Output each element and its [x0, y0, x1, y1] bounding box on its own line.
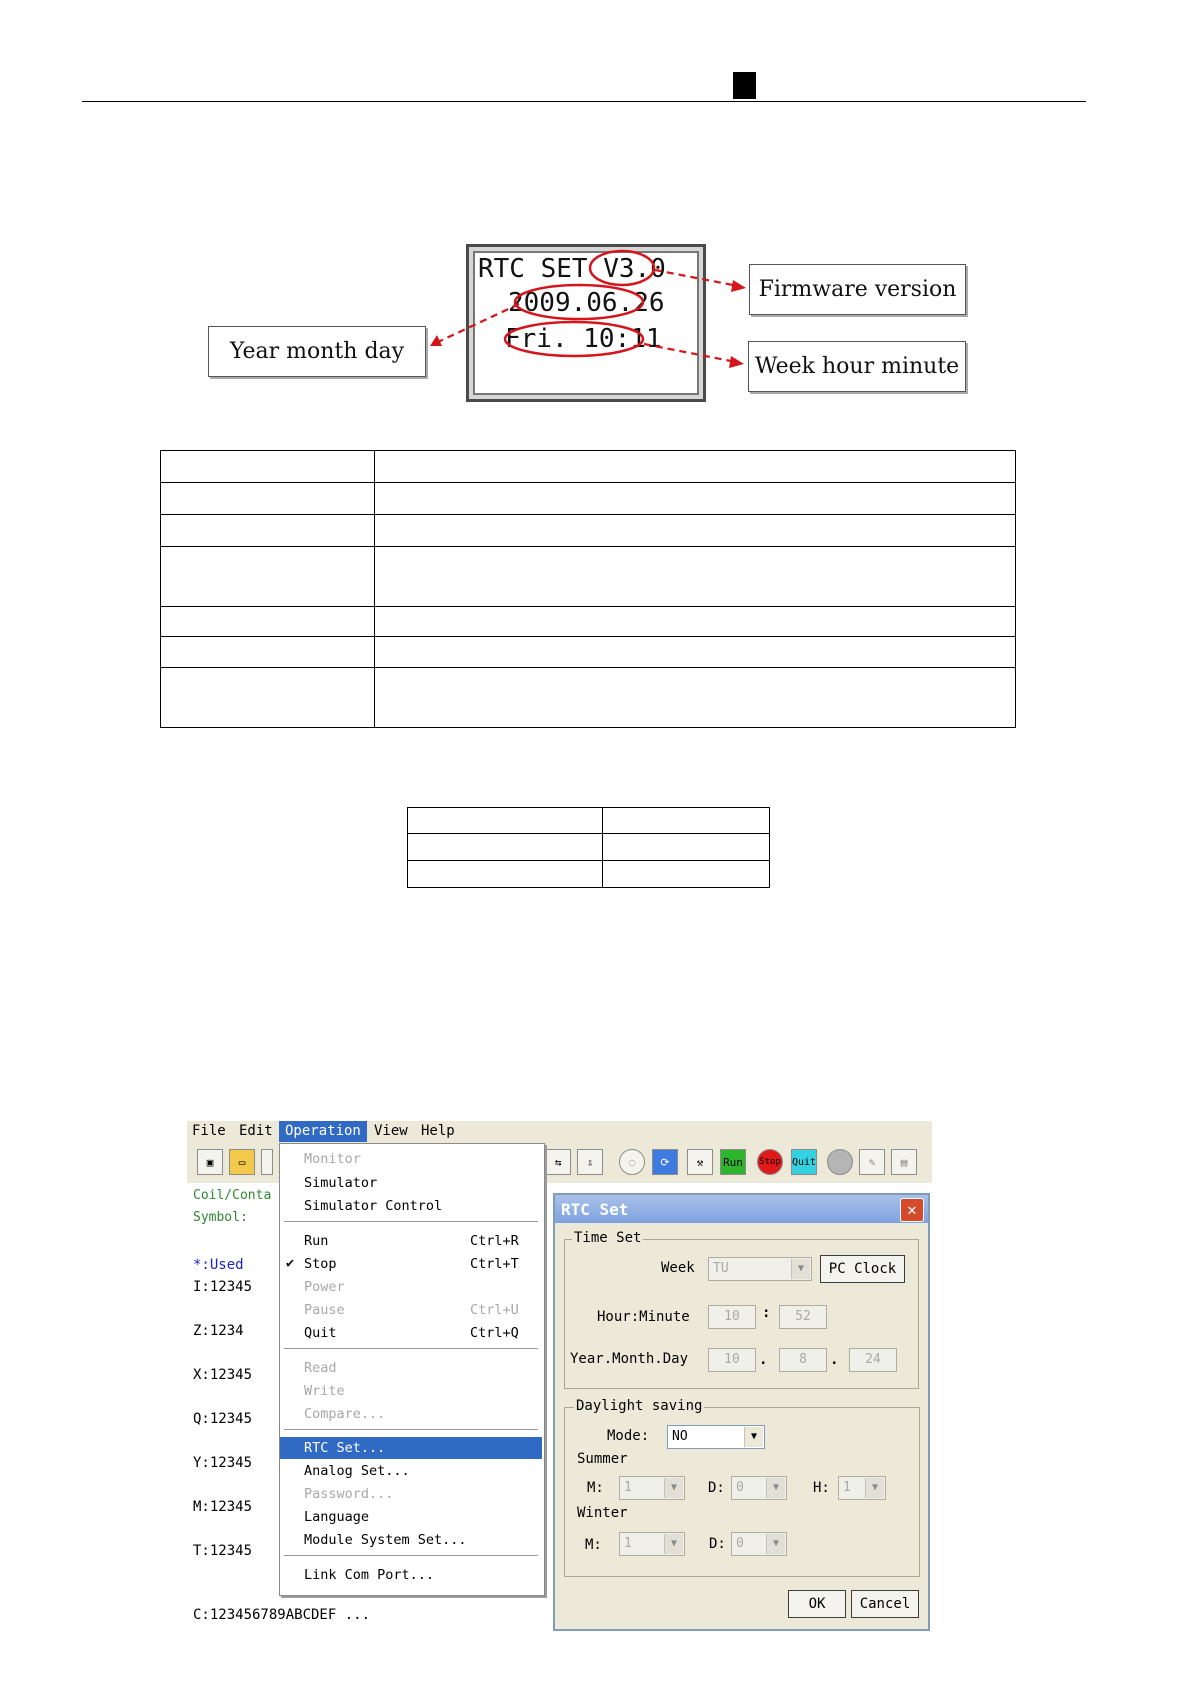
lcd-line-3: Fri. 10:11	[505, 324, 662, 354]
save-icon[interactable]	[261, 1149, 273, 1175]
table-cell	[603, 808, 770, 834]
winter-month-select[interactable]: 1 ▼	[619, 1532, 685, 1556]
summer-label: Summer	[577, 1451, 628, 1467]
table-cell	[603, 834, 770, 861]
used-label: *:Used	[193, 1257, 244, 1273]
menu-item-link-com-port[interactable]: Link Com Port...	[304, 1567, 435, 1583]
firmware-ellipse	[590, 251, 654, 285]
new-file-icon[interactable]: ▣	[197, 1149, 223, 1175]
coil-label: Coil/Conta	[193, 1188, 272, 1203]
table-cell	[161, 515, 375, 547]
register-row: X:12345	[193, 1367, 253, 1383]
menu-item-password[interactable]: Password...	[304, 1486, 394, 1502]
summer-month-label: M:	[587, 1480, 604, 1496]
ok-button[interactable]: OK	[788, 1590, 846, 1618]
dot-separator: .	[759, 1352, 768, 1368]
software-screenshot	[187, 1121, 932, 1631]
table-cell	[161, 607, 375, 637]
rtc-set-dialog	[553, 1193, 930, 1631]
hour-minute-label: Hour:Minute	[597, 1309, 690, 1325]
table-cell	[375, 607, 1016, 637]
chevron-down-icon: ▼	[766, 1534, 785, 1554]
register-row: M:12345	[193, 1499, 253, 1515]
menu-item-power[interactable]: Power	[304, 1279, 345, 1295]
register-row: Z:1234	[193, 1323, 244, 1339]
time-set-title: Time Set	[574, 1230, 642, 1246]
menu-item-read[interactable]: Read	[304, 1360, 337, 1376]
mode-select[interactable]: NO ▼	[667, 1425, 765, 1449]
table-cell	[375, 451, 1016, 483]
whm-arrow	[644, 344, 736, 362]
callout-year-month-day: Year month day	[208, 326, 426, 377]
winter-month-label: M:	[585, 1537, 602, 1553]
table-cell	[408, 861, 603, 888]
symbol-label: Symbol:	[193, 1210, 248, 1225]
table-cell	[161, 451, 375, 483]
menu-item-rtc-set[interactable]: RTC Set...	[280, 1437, 542, 1459]
open-folder-icon[interactable]: ▭	[229, 1149, 255, 1175]
summer-hour-select[interactable]: 1 ▼	[838, 1476, 886, 1500]
winter-day-label: D:	[709, 1536, 726, 1552]
chevron-down-icon: ▼	[744, 1427, 763, 1447]
callout-arrows	[0, 0, 1191, 420]
table-cell	[375, 515, 1016, 547]
table-cell	[375, 637, 1016, 668]
callout-week-hour-minute: Week hour minute	[748, 341, 966, 392]
chevron-down-icon: ▼	[791, 1259, 810, 1279]
operation-menu	[279, 1143, 545, 1596]
menu-item-stop[interactable]: ✔ Stop Ctrl+T	[286, 1255, 519, 1272]
winter-label: Winter	[577, 1505, 628, 1521]
lcd-line-1: RTC SET V3.0	[478, 254, 666, 284]
table-cell	[408, 834, 603, 861]
close-icon[interactable]: ✕	[900, 1198, 924, 1222]
menu-separator	[284, 1348, 538, 1349]
menu-item-module-system-set[interactable]: Module System Set...	[304, 1532, 467, 1548]
dot-separator: .	[830, 1352, 839, 1368]
summer-day-select[interactable]: 0 ▼	[731, 1476, 787, 1500]
winter-day-select[interactable]: 0 ▼	[731, 1532, 787, 1556]
cancel-button[interactable]: Cancel	[851, 1590, 919, 1618]
table-cell	[161, 547, 375, 607]
daylight-saving-title: Daylight saving	[576, 1398, 703, 1414]
checkmark-icon: ✔	[286, 1255, 295, 1271]
menu-file[interactable]: File	[192, 1123, 226, 1139]
menu-item-write[interactable]: Write	[304, 1383, 345, 1399]
register-row: Y:12345	[193, 1455, 253, 1471]
run-icon[interactable]: Run	[720, 1149, 746, 1175]
chevron-down-icon: ▼	[766, 1478, 785, 1498]
print-icon[interactable]: ▤	[891, 1149, 917, 1175]
year-field[interactable]: 10	[708, 1348, 756, 1372]
chevron-down-icon: ▼	[664, 1534, 683, 1554]
pen-icon[interactable]: ✎	[859, 1149, 885, 1175]
time-ellipse	[505, 322, 643, 356]
menu-item-quit[interactable]: Quit Ctrl+Q	[304, 1325, 519, 1341]
register-row: Q:12345	[193, 1411, 253, 1427]
menu-view[interactable]: View	[374, 1123, 408, 1139]
table-cell	[375, 668, 1016, 728]
quit-icon[interactable]: Quit	[791, 1149, 817, 1175]
year-month-day-label: Year.Month.Day	[570, 1351, 689, 1367]
week-label: Week	[661, 1260, 695, 1276]
menu-help[interactable]: Help	[421, 1123, 455, 1139]
pc-clock-button[interactable]: PC Clock	[820, 1255, 905, 1283]
menu-bar	[187, 1121, 932, 1144]
connect-icon[interactable]: ⟳	[652, 1149, 678, 1175]
table-2	[407, 807, 770, 888]
week-select[interactable]: TU ▼	[708, 1257, 812, 1281]
menu-item-monitor[interactable]: Monitor	[304, 1151, 361, 1167]
menu-separator	[284, 1555, 538, 1556]
register-row: T:12345	[193, 1543, 253, 1559]
dialog-titlebar	[555, 1195, 928, 1223]
compare-icon[interactable]: ⇆	[545, 1149, 571, 1175]
menu-separator	[284, 1221, 538, 1222]
summer-day-label: D:	[708, 1480, 725, 1496]
summer-hour-label: H:	[813, 1480, 830, 1496]
menu-item-language[interactable]: Language	[304, 1509, 370, 1525]
stop-icon[interactable]: Stop	[757, 1149, 783, 1175]
mode-label: Mode:	[607, 1428, 650, 1444]
menu-operation[interactable]: Operation	[279, 1121, 367, 1142]
table-cell	[161, 637, 375, 668]
menu-item-simulator-control[interactable]: Simulator Control	[304, 1198, 443, 1214]
table-cell	[161, 483, 375, 515]
table-cell	[375, 483, 1016, 515]
menu-edit[interactable]: Edit	[239, 1123, 273, 1139]
table-cell	[603, 861, 770, 888]
menu-separator	[284, 1429, 538, 1430]
transfer-icon[interactable]: ⇩	[577, 1149, 603, 1175]
table-cell	[161, 668, 375, 728]
table-cell	[375, 547, 1016, 607]
summer-month-select[interactable]: 1 ▼	[619, 1476, 685, 1500]
month-field[interactable]: 8	[779, 1348, 827, 1372]
callout-firmware: Firmware version	[749, 264, 966, 315]
chevron-down-icon: ▼	[664, 1478, 683, 1498]
minute-field[interactable]: 52	[779, 1305, 827, 1329]
record-icon[interactable]	[827, 1149, 853, 1175]
register-row: C:123456789ABCDEF ...	[193, 1607, 371, 1623]
table-cell	[408, 808, 603, 834]
menu-item-compare[interactable]: Compare...	[304, 1406, 386, 1422]
menu-item-run[interactable]: Run Ctrl+R	[304, 1233, 519, 1249]
hour-field[interactable]: 10	[708, 1305, 756, 1329]
hammer-icon[interactable]: ⚒	[687, 1149, 713, 1175]
day-field[interactable]: 24	[849, 1348, 897, 1372]
date-ellipse	[515, 285, 643, 319]
chevron-down-icon: ▼	[865, 1478, 884, 1498]
colon-separator: :	[762, 1305, 771, 1321]
table-1	[160, 450, 1016, 728]
dialog-title: RTC Set	[561, 1200, 629, 1219]
lcd-line-2: 2009.06.26	[508, 288, 665, 318]
menu-item-pause[interactable]: Pause Ctrl+U	[304, 1302, 519, 1318]
refresh-icon[interactable]: ◌	[619, 1149, 645, 1175]
firmware-arrow	[655, 270, 738, 286]
register-row: I:12345	[193, 1279, 253, 1295]
menu-item-simulator[interactable]: Simulator	[304, 1175, 378, 1191]
menu-item-analog-set[interactable]: Analog Set...	[304, 1463, 410, 1479]
